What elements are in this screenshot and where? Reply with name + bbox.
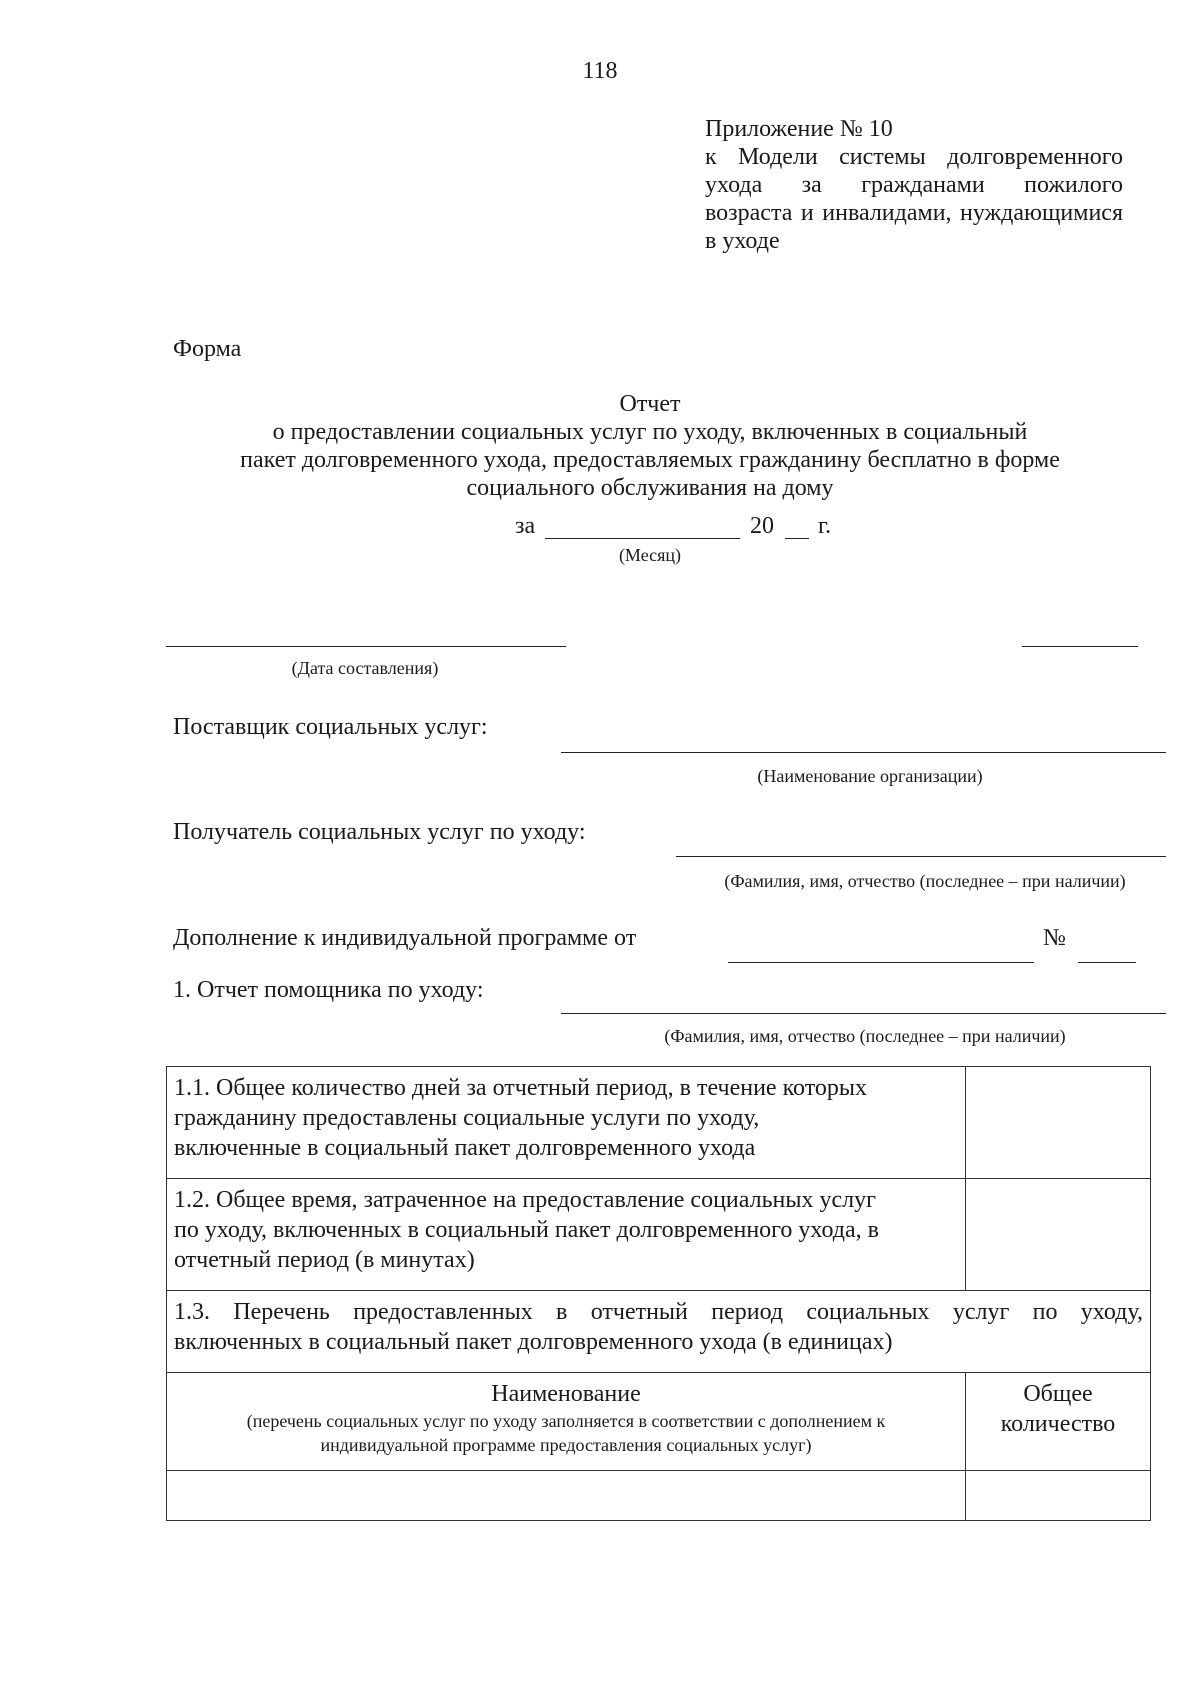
table-row	[167, 1067, 1151, 1179]
name-header-note-1: (перечень социальных услуг по уходу заполняется в соответствии с дополнением к	[246, 1411, 886, 1431]
total-header-line-1: Общее	[1023, 1381, 1093, 1407]
year-suffix: г.	[818, 513, 832, 539]
service-total-cell[interactable]	[966, 1471, 1151, 1521]
page-number: 118	[582, 58, 618, 84]
annex-line-3: ухода за гражданами пожилого	[705, 172, 1123, 198]
supplement-number-field-line[interactable]	[1078, 962, 1136, 963]
report-title	[170, 390, 1130, 502]
assistant-caption: (Фамилия, имя, отчество (последнее – при наличии)	[664, 1026, 1066, 1046]
row-1-1-line-2: гражданину предоставлены социальные услуги по уходу,	[174, 1105, 760, 1131]
name-header-note-2: индивидуальной программе предоставления социальных услуг)	[320, 1435, 812, 1455]
month-caption: (Месяц)	[618, 545, 682, 565]
row-1-1-description	[167, 1067, 966, 1179]
title-line-2: о предоставлении социальных услуг по уходу, включенных в социальный	[272, 419, 1028, 445]
assistant-label: 1. Отчет помощника по уходу:	[173, 977, 484, 1003]
annex-line-1: Приложение № 10	[705, 116, 893, 142]
row-1-3-line-1: 1.3. Перечень предоставленных в отчетный период социальных услуг по уходу,	[174, 1299, 1143, 1325]
report-table	[166, 1066, 1151, 1521]
annex-line-4: возраста и инвалидами, нуждающимися	[705, 200, 1123, 226]
recipient-caption: (Фамилия, имя, отчество (последнее – при наличии)	[724, 871, 1126, 891]
row-1-2-line-3: отчетный период (в минутах)	[174, 1247, 475, 1273]
supplement-label: Дополнение к индивидуальной программе от	[173, 925, 637, 951]
table-row	[167, 1179, 1151, 1291]
period-for-label: за	[515, 513, 536, 539]
annex-line-2: к Модели системы долговременного	[705, 144, 1123, 170]
title-line-1: Отчет	[619, 391, 681, 417]
assistant-field-line[interactable]	[561, 1013, 1166, 1014]
table-header-row	[167, 1373, 1151, 1471]
name-header-title: Наименование	[491, 1381, 641, 1407]
row-1-1-line-1: 1.1. Общее количество дней за отчетный период, в течение которых	[174, 1075, 867, 1101]
annex-line-5: в уходе	[705, 228, 780, 254]
form-label: Форма	[173, 336, 242, 362]
year-field-line[interactable]	[785, 538, 809, 539]
row-1-2-line-2: по уходу, включенных в социальный пакет долговременного ухода, в	[174, 1217, 879, 1243]
row-1-1-value-cell[interactable]	[966, 1067, 1151, 1179]
table-row	[167, 1291, 1151, 1373]
row-1-2-description	[167, 1179, 966, 1291]
provider-label: Поставщик социальных услуг:	[173, 714, 488, 740]
total-column-header	[966, 1373, 1151, 1471]
row-1-2-line-1: 1.2. Общее время, затраченное на предоставление социальных услуг	[174, 1187, 876, 1213]
provider-caption: (Наименование организации)	[757, 766, 983, 786]
recipient-label: Получатель социальных услуг по уходу:	[173, 819, 586, 845]
table-row	[167, 1471, 1151, 1521]
title-line-4: социального обслуживания на дому	[466, 475, 834, 501]
row-1-1-line-3: включенные в социальный пакет долговременного ухода	[174, 1135, 756, 1161]
doc-number-field-line[interactable]	[1022, 646, 1138, 647]
annex-heading	[705, 115, 1123, 255]
number-sign: №	[1043, 925, 1066, 951]
title-line-3: пакет долговременного ухода, предоставляемых гражданину бесплатно в форме	[240, 447, 1060, 473]
date-field-line[interactable]	[166, 646, 566, 647]
row-1-3-line-2: включенных в социальный пакет долговременного ухода (в единицах)	[174, 1329, 893, 1355]
provider-field-line[interactable]	[561, 752, 1166, 753]
row-1-3-description	[167, 1291, 1151, 1373]
year-prefix: 20	[750, 513, 774, 539]
recipient-field-line[interactable]	[676, 856, 1166, 857]
total-header-line-2: количество	[1000, 1411, 1116, 1437]
month-field-line[interactable]	[545, 538, 740, 539]
name-column-header	[167, 1373, 966, 1471]
row-1-2-value-cell[interactable]	[966, 1179, 1151, 1291]
supplement-date-field-line[interactable]	[728, 962, 1034, 963]
date-caption: (Дата составления)	[291, 658, 439, 678]
service-name-cell[interactable]	[167, 1471, 966, 1521]
